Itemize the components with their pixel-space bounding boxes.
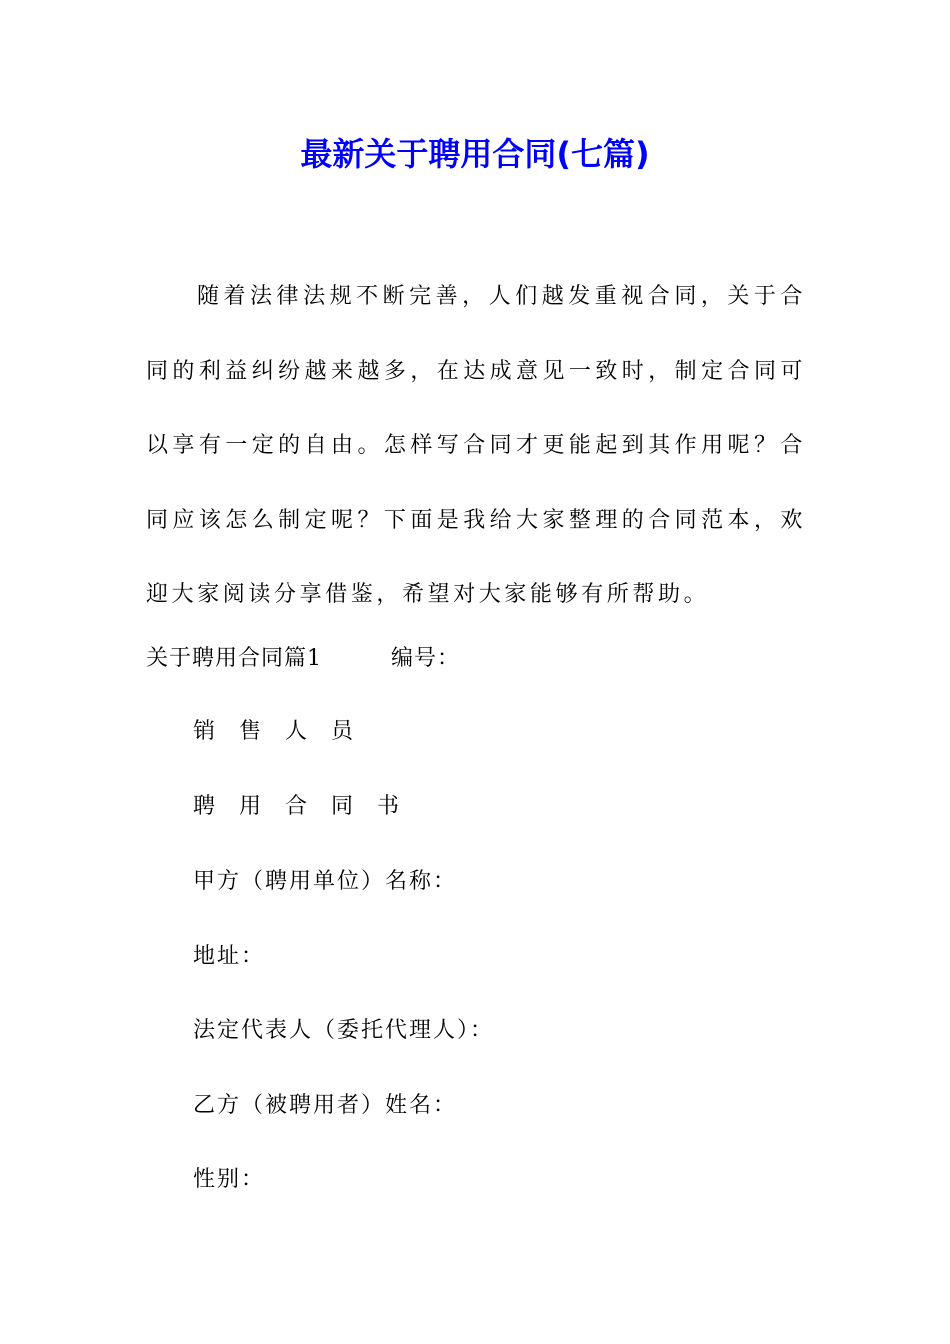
contract-line-legal-representative: 法定代表人（委托代理人）： bbox=[193, 1018, 495, 1043]
contract-line-title: 聘 用 合 同 书 bbox=[193, 794, 401, 819]
section-heading: 关于聘用合同篇1 编号： bbox=[146, 646, 460, 671]
contract-line-address: 地址： bbox=[193, 944, 266, 969]
document-title: 最新关于聘用合同(七篇) bbox=[300, 135, 650, 173]
contract-line-party-b-name: 乙方（被聘用者）姓名： bbox=[193, 1093, 458, 1118]
contract-line-party-a-name: 甲方（聘用单位）名称： bbox=[193, 869, 458, 894]
contract-line-sales-staff: 销 售 人 员 bbox=[193, 719, 355, 744]
intro-paragraph: 随着法律法规不断完善，人们越发重视合同，关于合同的利益纠纷越来越多，在达成意见一致时，制定合同可以享有一定的自由。怎样写合同才更能起到其作用呢？合同应该怎么制定呢？下面是我给大家整理的合同范本，欢迎大家阅读分享借鉴，希望对大家能够有所帮助。 bbox=[146, 284, 806, 607]
contract-line-gender: 性别： bbox=[193, 1167, 266, 1192]
